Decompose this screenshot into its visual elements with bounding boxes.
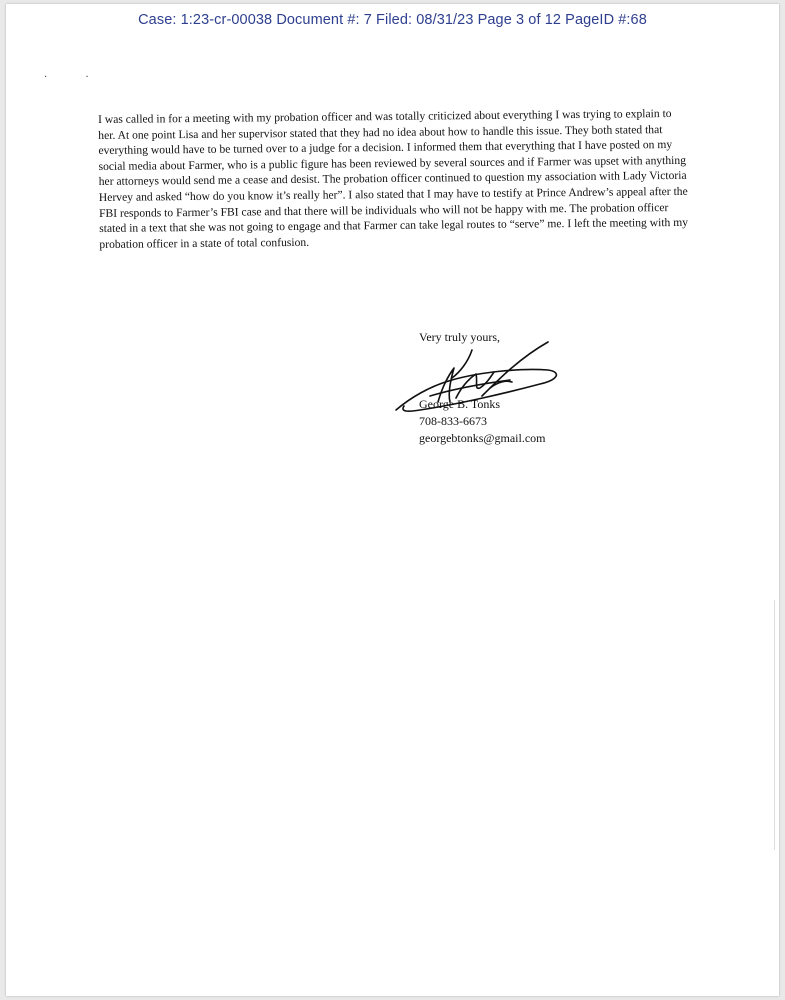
scan-specks: · · [44, 72, 89, 83]
letter-paragraph: I was called in for a meeting with my probation officer and was totally criticized about everything I was trying to explain to her. At one point Lisa and her supervisor stated that they had no idea about how to handle this issue. They both stated that everything would have to be turned over to a judge for a decision. I informed them that everything that I have posted on my social media about Farmer, who is a public figure has been reviewed by several sources and if Farmer was upset with anything her attorneys would send me a cease and desist. The probation officer continued to question my association with Lady Victoria Hervey and asked “how do you know it’s really her”. I also stated that I may have to testify at Prince Andrew’s appeal after the FBI responds to Farmer’s FBI case and that there will be individuals who will not be happy with me. The probation officer stated in a text that she was not going to engage and that Farmer can take legal routes to “serve” me. I left the meeting with my probation officer in a state of total confusion. [98, 106, 689, 251]
case-header: Case: 1:23-cr-00038 Document #: 7 Filed: 08/31/23 Page 3 of 12 PageID #:68 [138, 12, 647, 28]
closing-salutation: Very truly yours, [419, 330, 500, 344]
signer-name: George B. Tonks [419, 397, 501, 411]
scan-edge-line [774, 600, 775, 850]
signature-block [419, 396, 545, 447]
signer-phone: 708-833-6673 [419, 414, 487, 428]
signer-email: georgebtonks@gmail.com [419, 431, 546, 445]
letter-body [98, 106, 689, 253]
